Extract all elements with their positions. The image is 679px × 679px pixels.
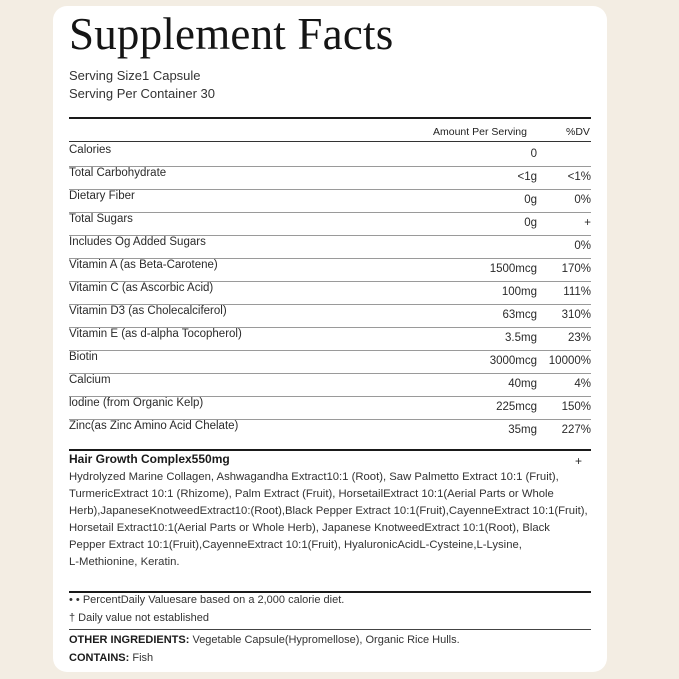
nutrient-name: Calcium — [69, 374, 111, 386]
nutrient-dv: + — [584, 217, 591, 229]
nutrient-name: Vitamin C (as Ascorbic Acid) — [69, 282, 214, 294]
nutrient-name: Total Carbohydrate — [69, 167, 167, 179]
nutrient-dv: 4% — [574, 378, 591, 390]
nutrient-row — [69, 351, 591, 374]
footnote-percent: • • PercentDaily Valuesare based on a 2,000 calorie diet. — [69, 594, 345, 606]
other-ingredients-label: OTHER INGREDIENTS: — [69, 634, 190, 646]
nutrient-amount: 0g — [524, 217, 537, 229]
nutrient-amount: 40mg — [508, 378, 537, 390]
nutrient-row — [69, 144, 591, 167]
nutrient-amount: 0g — [524, 194, 537, 206]
nutrient-dv: 227% — [561, 424, 591, 436]
nutrient-dv: 0% — [574, 240, 591, 252]
complex-name: Hair Growth Complex550mg — [69, 452, 230, 466]
ingredient-line: Horsetail Extract10:1(Aerial Parts or Whole Herb), Japanese KnotweedExtract 10:1(Root), Black — [69, 522, 550, 535]
serving-size: Serving Size1 Capsule — [69, 68, 201, 83]
nutrient-row — [69, 397, 591, 420]
nutrient-dv: 23% — [567, 332, 591, 344]
ingredient-line: Herb),JapaneseKnotweedExtract10:(Root),Black Pepper Extract 10:1(Fruit),CayenneExtract 10:1(Fruit), — [69, 505, 588, 518]
nutrient-name: Dietary Fiber — [69, 190, 135, 202]
nutrient-name: Total Sugars — [69, 213, 133, 225]
nutrient-dv: 111% — [563, 286, 591, 298]
contains-label: CONTAINS: — [69, 652, 130, 664]
nutrient-row — [69, 236, 591, 259]
header-divider — [69, 141, 591, 142]
nutrient-amount: <1g — [517, 171, 537, 183]
top-divider — [69, 117, 591, 119]
nutrient-dv: 150% — [561, 401, 591, 413]
amount-column-header: Amount Per Serving — [433, 126, 527, 138]
nutrient-row — [69, 282, 591, 305]
nutrient-name: lodine (from Organic Kelp) — [69, 397, 204, 409]
complex-ingredients — [69, 469, 591, 572]
nutrient-dv: 0% — [574, 194, 591, 206]
nutrient-amount: 1500mcg — [489, 263, 537, 275]
ingredient-line: TurmericExtract 10:1 (Rhizome), Palm Extract (Fruit), HorsetailExtract 10:1(Aerial Parts or Whole — [69, 488, 554, 501]
nutrient-amount: 0 — [530, 148, 537, 160]
contains — [69, 652, 153, 664]
complex-dv: + — [575, 454, 583, 468]
nutrient-row — [69, 420, 591, 443]
other-divider — [69, 629, 591, 630]
dv-column-header: %DV — [566, 126, 590, 138]
nutrient-name: Zinc(as Zinc Amino Acid Chelate) — [69, 420, 239, 432]
nutrient-amount: 3.5mg — [505, 332, 537, 344]
nutrient-name: Vitamin D3 (as Cholecalciferol) — [69, 305, 227, 317]
nutrient-row — [69, 374, 591, 397]
nutrient-amount: 3000mcg — [489, 355, 537, 367]
ingredient-line: Hydrolyzed Marine Collagen, Ashwagandha Extract10:1 (Root), Saw Palmetto Extract 10:1 (Fruit), — [69, 471, 559, 483]
nutrient-dv: 310% — [561, 309, 591, 321]
nutrient-amount: 225mcg — [496, 401, 537, 413]
nutrient-row — [69, 305, 591, 328]
nutrient-row — [69, 328, 591, 351]
nutrient-amount: 35mg — [508, 424, 537, 436]
nutrient-name: Vitamin E (as d-alpha Tocopherol) — [69, 328, 242, 340]
page-title: Supplement Facts — [69, 9, 394, 59]
nutrient-row — [69, 213, 591, 236]
nutrient-name: Includes Og Added Sugars — [69, 236, 206, 248]
contains-text: Fish — [129, 652, 154, 664]
nutrient-dv: 10000% — [548, 355, 591, 367]
footnote-not-established: † Daily value not established — [69, 612, 210, 624]
nutrient-row — [69, 259, 591, 282]
other-ingredients — [69, 634, 460, 646]
ingredient-line: L-Methionine, Keratin. — [69, 556, 180, 569]
nutrient-row — [69, 190, 591, 213]
other-ingredients-text: Vegetable Capsule(Hypromellose), Organic Rice Hulls. — [189, 634, 460, 646]
ingredient-line: Pepper Extract 10:1(Fruit),CayenneExtract 10:1(Fruit), HyaluronicAcidL-Cysteine,L-Lysine, — [69, 539, 522, 552]
footnote-divider — [69, 591, 591, 593]
nutrient-name: Biotin — [69, 351, 98, 363]
nutrient-name: Calories — [69, 144, 112, 156]
nutrient-amount: 63mcg — [502, 309, 537, 321]
complex-divider — [69, 449, 591, 451]
nutrient-dv: <1% — [567, 171, 591, 183]
nutrient-name: Vitamin A (as Beta-Carotene) — [69, 259, 218, 271]
nutrient-amount: 100mg — [501, 286, 537, 298]
nutrient-dv: 170% — [561, 263, 591, 275]
servings-per-container: Serving Per Container 30 — [69, 86, 215, 101]
nutrient-row — [69, 167, 591, 190]
